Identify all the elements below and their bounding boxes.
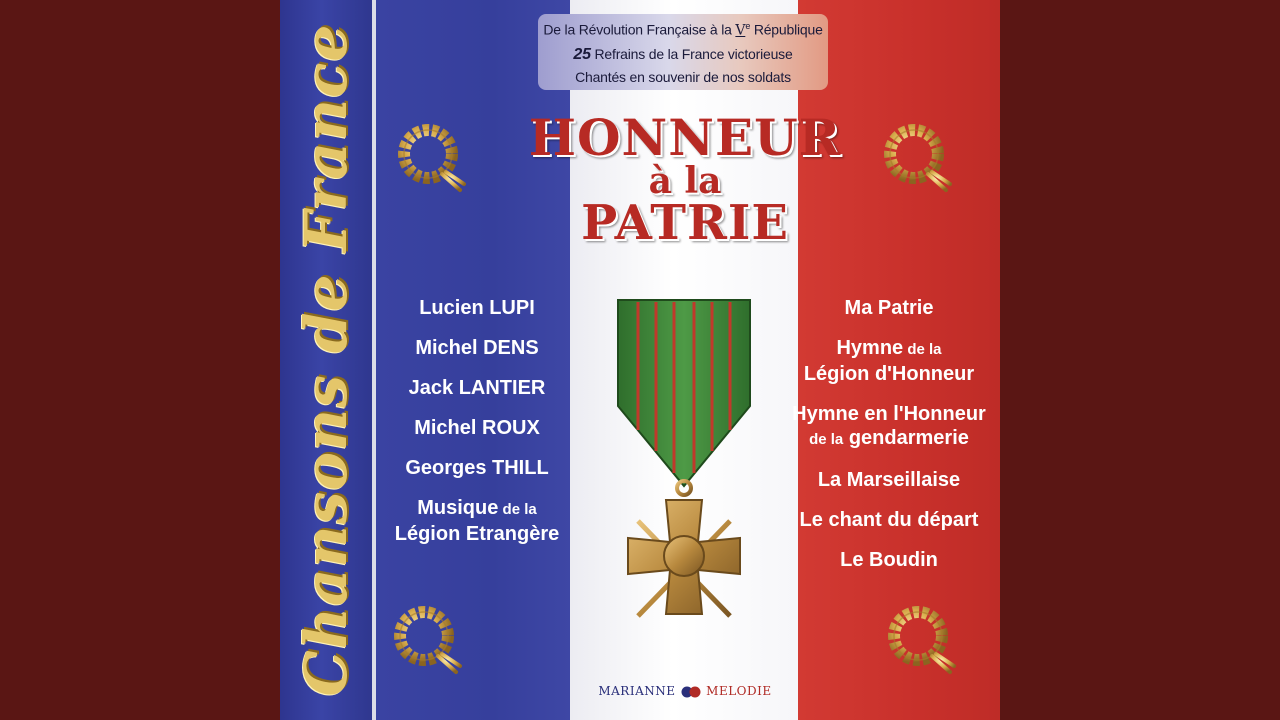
laurel-wreath-icon xyxy=(386,598,466,678)
banner-superscript: e xyxy=(745,21,751,31)
label-logo xyxy=(590,684,780,704)
title-line-1: HONNEUR xyxy=(528,108,842,167)
artist-item: Georges THILL xyxy=(405,457,549,479)
artist-item: Jack LANTIER xyxy=(408,377,546,399)
laurel-wreath-icon xyxy=(390,116,470,196)
banner-line-2 xyxy=(538,46,828,64)
artist-item: Musique de la xyxy=(417,497,537,519)
title-line-2: à la xyxy=(648,160,722,202)
song-item: Hymne de la xyxy=(836,337,942,359)
title-line-3: PATRIE xyxy=(581,195,789,251)
banner-line-1-prefix: De la Révolution Française à la xyxy=(543,21,736,38)
song-item: La Marseillaise xyxy=(817,469,961,491)
song-item-line-2: Légion d'Honneur xyxy=(803,363,975,385)
banner-line-1 xyxy=(538,21,828,39)
artist-item-line-2: Légion Etrangère xyxy=(394,523,560,545)
laurel-wreath-icon xyxy=(880,598,960,678)
label-logo-icon xyxy=(680,686,702,698)
laurel-wreath-icon xyxy=(876,116,956,196)
song-item: Ma Patrie xyxy=(844,297,934,319)
song-item: Hymne en l'Honneur xyxy=(792,403,986,425)
banner-line-2-text: Refrains de la France victorieuse xyxy=(590,46,793,62)
song-item: Le chant du départ xyxy=(799,509,979,531)
spine-title: Chansons de France xyxy=(292,23,360,697)
song-item-line-2: de la gendarmerie xyxy=(809,427,969,449)
album-cover xyxy=(280,0,1000,720)
artist-item: Michel DENS xyxy=(415,337,539,359)
artist-list xyxy=(382,296,572,546)
banner-line-3: Chantés en souvenir de nos soldats xyxy=(575,69,791,85)
label-right-text: MELODIE xyxy=(706,684,772,698)
banner-roman-numeral: V xyxy=(735,22,746,39)
banner-line-1-suffix: République xyxy=(750,21,823,38)
label-left-text: MARIANNE xyxy=(598,684,676,698)
banner-number: 25 xyxy=(573,46,591,63)
song-item: Le Boudin xyxy=(840,549,938,571)
song-list xyxy=(786,296,992,572)
artist-item: Lucien LUPI xyxy=(419,297,535,319)
croix-de-guerre-medal-icon xyxy=(610,296,758,656)
artist-item: Michel ROUX xyxy=(414,417,540,439)
